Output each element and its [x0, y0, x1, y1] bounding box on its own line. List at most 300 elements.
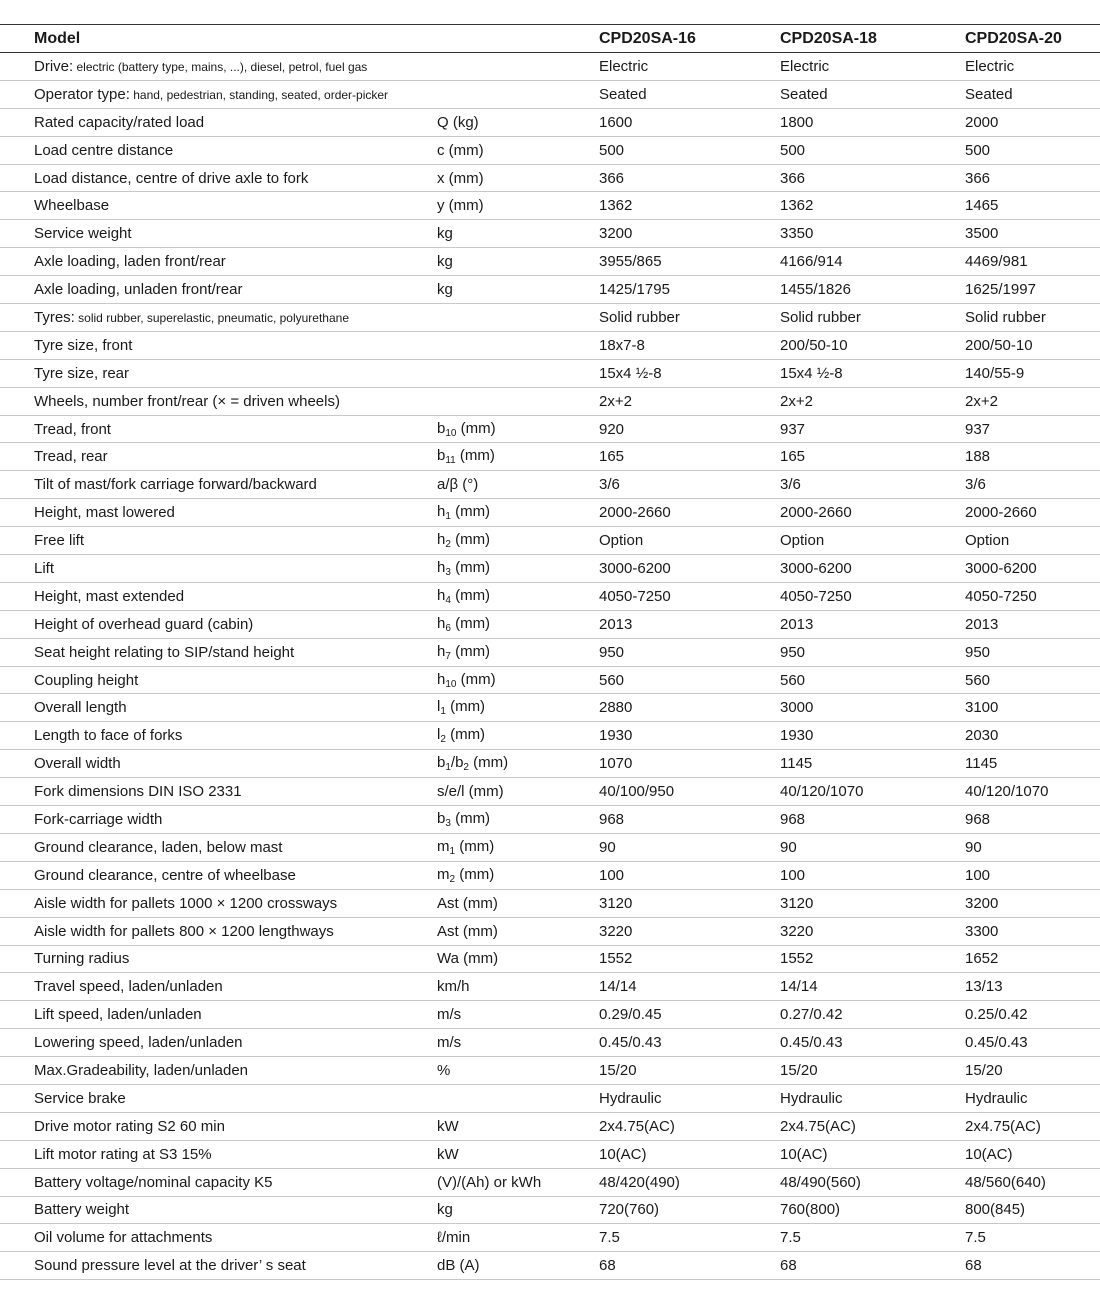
spec-unit-subscript: 2	[445, 539, 451, 551]
spec-value: 7.5	[780, 1224, 965, 1252]
spec-unit-text: s/e/l (mm)	[437, 783, 504, 801]
spec-value: 3/6	[965, 471, 1100, 499]
unit-header	[437, 25, 599, 53]
spec-value: 560	[965, 666, 1100, 694]
spec-label-description: solid rubber, superelastic, pneumatic, polyurethane	[74, 310, 350, 325]
spec-label	[0, 722, 437, 750]
spec-value: 100	[599, 861, 780, 889]
spec-value: 1625/1997	[965, 276, 1100, 304]
spec-value: 40/120/1070	[965, 778, 1100, 806]
spec-unit-symbol: m	[437, 837, 450, 855]
spec-unit-subscript: 11	[445, 455, 456, 467]
spec-label-text: Tyre size, front	[34, 336, 133, 354]
spec-value: 90	[599, 833, 780, 861]
spec-value: 14/14	[780, 973, 965, 1001]
spec-unit-text: x (mm)	[437, 169, 484, 187]
spec-label	[0, 1029, 437, 1057]
spec-unit	[437, 1057, 599, 1085]
spec-unit-symbol: h	[437, 558, 446, 576]
spec-label-text: Turning radius	[34, 950, 130, 968]
spec-unit	[437, 499, 599, 527]
spec-label	[0, 108, 437, 136]
spec-label	[0, 192, 437, 220]
spec-unit	[437, 917, 599, 945]
spec-row	[0, 220, 1100, 248]
spec-value: 14/14	[599, 973, 780, 1001]
spec-value: 2013	[599, 610, 780, 638]
spec-value: 2030	[965, 722, 1100, 750]
spec-unit	[437, 861, 599, 889]
spec-unit	[437, 1029, 599, 1057]
spec-unit-symbol: h	[437, 642, 446, 660]
spec-unit-text: ℓ/min	[437, 1229, 471, 1247]
spec-label	[0, 1057, 437, 1085]
spec-unit-symbol: l	[437, 698, 441, 716]
spec-label-text: Aisle width for pallets 800 × 1200 lengthways	[34, 922, 334, 940]
spec-row	[0, 610, 1100, 638]
spec-value: 3500	[965, 220, 1100, 248]
spec-value: 68	[965, 1252, 1100, 1280]
spec-value: 3000-6200	[965, 555, 1100, 583]
spec-value: 10(AC)	[780, 1140, 965, 1168]
spec-unit-text: Ast (mm)	[437, 894, 498, 912]
spec-label-text: Battery voltage/nominal capacity K5	[34, 1173, 273, 1191]
spec-value: Option	[599, 527, 780, 555]
spec-unit-text: m/s	[437, 1034, 462, 1052]
spec-value: 140/55-9	[965, 359, 1100, 387]
spec-row	[0, 1196, 1100, 1224]
spec-row	[0, 304, 1100, 332]
spec-unit-symbol: m	[437, 865, 450, 883]
spec-value: 15/20	[599, 1057, 780, 1085]
spec-unit-text: (mm)	[450, 586, 491, 604]
spec-unit	[437, 1196, 599, 1224]
spec-value: 48/560(640)	[965, 1168, 1100, 1196]
spec-value: 2000-2660	[965, 499, 1100, 527]
spec-value: 100	[965, 861, 1100, 889]
spec-row	[0, 833, 1100, 861]
spec-label-description: hand, pedestrian, standing, seated, order-picker	[129, 87, 389, 102]
spec-value: 0.45/0.43	[599, 1029, 780, 1057]
spec-label-text: Drive motor rating S2 60 min	[34, 1117, 225, 1135]
spec-row	[0, 359, 1100, 387]
spec-label-text: Tread, rear	[34, 448, 108, 466]
spec-unit-text: Wa (mm)	[437, 950, 499, 968]
spec-row	[0, 750, 1100, 778]
spec-row	[0, 945, 1100, 973]
spec-label-text: Height, mast extended	[34, 587, 185, 605]
spec-row	[0, 192, 1100, 220]
spec-value: 200/50-10	[965, 331, 1100, 359]
spec-label-text: Coupling height	[34, 671, 139, 689]
spec-unit	[437, 53, 599, 81]
spec-value: 2x+2	[599, 387, 780, 415]
spec-value: 3/6	[599, 471, 780, 499]
spec-unit	[437, 778, 599, 806]
spec-value: 165	[599, 443, 780, 471]
spec-row	[0, 499, 1100, 527]
spec-unit-symbol: b	[437, 754, 446, 772]
spec-row	[0, 164, 1100, 192]
spec-label	[0, 443, 437, 471]
spec-value: 1070	[599, 750, 780, 778]
spec-unit	[437, 722, 599, 750]
spec-label	[0, 248, 437, 276]
spec-unit-text: Q (kg)	[437, 113, 479, 131]
spec-label-text: Lowering speed, laden/unladen	[34, 1034, 243, 1052]
spec-label-text: Travel speed, laden/unladen	[34, 978, 223, 996]
spec-value: 3300	[965, 917, 1100, 945]
spec-value: 48/490(560)	[780, 1168, 965, 1196]
spec-label	[0, 889, 437, 917]
spec-unit-text: (V)/(Ah) or kWh	[437, 1173, 542, 1191]
spec-value: Hydraulic	[965, 1084, 1100, 1112]
spec-unit	[437, 638, 599, 666]
spec-value: Seated	[780, 80, 965, 108]
spec-unit-subscript: 1	[440, 706, 446, 718]
spec-value: Solid rubber	[780, 304, 965, 332]
spec-label	[0, 778, 437, 806]
spec-value: 1552	[599, 945, 780, 973]
spec-label	[0, 1140, 437, 1168]
spec-label	[0, 415, 437, 443]
spec-unit-text: (mm)	[450, 809, 491, 827]
spec-label	[0, 666, 437, 694]
spec-value: 1600	[599, 108, 780, 136]
spec-unit-text: Ast (mm)	[437, 922, 498, 940]
spec-label	[0, 53, 437, 81]
spec-unit-text: (mm)	[450, 642, 491, 660]
spec-unit-subscript: 7	[445, 650, 451, 662]
spec-value: 920	[599, 415, 780, 443]
spec-label	[0, 973, 437, 1001]
spec-label	[0, 527, 437, 555]
spec-value: 13/13	[965, 973, 1100, 1001]
spec-value: 18x7-8	[599, 331, 780, 359]
spec-unit-subscript: 3	[445, 566, 451, 578]
spec-unit	[437, 220, 599, 248]
spec-row	[0, 666, 1100, 694]
spec-unit	[437, 1084, 599, 1112]
spec-row	[0, 917, 1100, 945]
spec-label-text: Drive:	[34, 57, 74, 75]
spec-value: 2013	[780, 610, 965, 638]
spec-table	[0, 24, 1100, 1280]
spec-row	[0, 861, 1100, 889]
spec-unit-symbol: h	[437, 614, 446, 632]
spec-label	[0, 220, 437, 248]
spec-value: 0.25/0.42	[965, 1001, 1100, 1029]
spec-unit	[437, 806, 599, 834]
spec-unit	[437, 1252, 599, 1280]
spec-unit-symbol: b	[437, 447, 446, 465]
spec-label-text: Tread, front	[34, 420, 111, 438]
spec-row	[0, 722, 1100, 750]
spec-label-text: Overall length	[34, 699, 127, 717]
spec-label	[0, 1168, 437, 1196]
spec-label-text: Lift speed, laden/unladen	[34, 1006, 202, 1024]
spec-value: 1465	[965, 192, 1100, 220]
model-name: CPD20SA-18	[780, 25, 965, 53]
spec-unit	[437, 471, 599, 499]
spec-unit	[437, 833, 599, 861]
spec-label-text: Load centre distance	[34, 141, 174, 159]
spec-label-text: Lift	[34, 559, 55, 577]
spec-value: Hydraulic	[599, 1084, 780, 1112]
spec-value: 760(800)	[780, 1196, 965, 1224]
spec-label-text: Free lift	[34, 532, 85, 550]
spec-label-text: Lift motor rating at S3 15%	[34, 1145, 212, 1163]
spec-label-text: Height of overhead guard (cabin)	[34, 615, 254, 633]
spec-unit-text: %	[437, 1062, 451, 1079]
spec-row	[0, 527, 1100, 555]
spec-unit	[437, 555, 599, 583]
model-header-label: Model	[0, 25, 437, 53]
spec-row	[0, 415, 1100, 443]
spec-label-text: Axle loading, laden front/rear	[34, 253, 226, 271]
spec-row	[0, 1001, 1100, 1029]
spec-label	[0, 555, 437, 583]
spec-unit-text: m/s	[437, 1006, 462, 1024]
spec-unit-text: (mm)	[445, 726, 486, 744]
spec-value: 68	[780, 1252, 965, 1280]
spec-value: 4050-7250	[599, 582, 780, 610]
spec-value: 90	[965, 833, 1100, 861]
spec-label-text: Fork-carriage width	[34, 810, 163, 828]
spec-unit-text: y (mm)	[437, 197, 484, 215]
spec-value: 366	[965, 164, 1100, 192]
spec-label	[0, 1084, 437, 1112]
spec-value: 2x+2	[780, 387, 965, 415]
spec-value: 2880	[599, 694, 780, 722]
spec-label	[0, 331, 437, 359]
spec-value: 7.5	[965, 1224, 1100, 1252]
spec-label-text: Operator type:	[34, 85, 130, 103]
spec-value: 937	[965, 415, 1100, 443]
spec-label	[0, 1001, 437, 1029]
spec-unit	[437, 973, 599, 1001]
spec-unit	[437, 108, 599, 136]
spec-unit-text: kg	[437, 281, 453, 299]
spec-label-text: Wheels, number front/rear (× = driven wheels)	[34, 392, 340, 410]
spec-value: 968	[965, 806, 1100, 834]
spec-label	[0, 694, 437, 722]
spec-value: 500	[965, 136, 1100, 164]
spec-value: 10(AC)	[599, 1140, 780, 1168]
spec-value: 3000-6200	[599, 555, 780, 583]
spec-unit	[437, 666, 599, 694]
spec-unit-subscript: 2	[440, 734, 446, 746]
spec-value: 3120	[599, 889, 780, 917]
spec-value: 4050-7250	[965, 582, 1100, 610]
spec-unit-text: (mm)	[445, 698, 486, 716]
spec-value: 1930	[599, 722, 780, 750]
spec-unit-text: km/h	[437, 978, 470, 996]
spec-label-text: Tyre size, rear	[34, 364, 130, 382]
spec-unit-text: (mm)	[455, 865, 495, 883]
spec-value: 950	[599, 638, 780, 666]
spec-label	[0, 582, 437, 610]
spec-row	[0, 53, 1100, 81]
spec-unit-subscript: 2	[463, 762, 469, 774]
spec-label	[0, 80, 437, 108]
spec-unit-text: kg	[437, 1201, 453, 1219]
spec-row	[0, 443, 1100, 471]
spec-value: 500	[780, 136, 965, 164]
spec-label	[0, 1224, 437, 1252]
spec-unit-text: (mm)	[450, 503, 491, 521]
spec-label	[0, 833, 437, 861]
spec-label	[0, 304, 437, 332]
spec-label	[0, 917, 437, 945]
spec-unit	[437, 136, 599, 164]
header-row	[0, 25, 1100, 53]
spec-value: 40/120/1070	[780, 778, 965, 806]
spec-label	[0, 136, 437, 164]
spec-label	[0, 861, 437, 889]
spec-value: 950	[780, 638, 965, 666]
spec-unit-symbol: h	[437, 531, 446, 549]
spec-unit-text: a/β (°)	[437, 476, 479, 494]
spec-unit-symbol: b	[437, 809, 446, 827]
spec-value: 40/100/950	[599, 778, 780, 806]
spec-value: 1552	[780, 945, 965, 973]
spec-value: 950	[965, 638, 1100, 666]
spec-value: 3350	[780, 220, 965, 248]
spec-row	[0, 778, 1100, 806]
spec-value: 200/50-10	[780, 331, 965, 359]
spec-unit	[437, 248, 599, 276]
spec-value: 2x4.75(AC)	[780, 1112, 965, 1140]
spec-row	[0, 276, 1100, 304]
spec-label-text: Battery weight	[34, 1201, 130, 1219]
spec-value: 15/20	[780, 1057, 965, 1085]
spec-label	[0, 945, 437, 973]
spec-value: 2000	[965, 108, 1100, 136]
model-name: CPD20SA-20	[965, 25, 1100, 53]
spec-unit	[437, 192, 599, 220]
spec-row	[0, 638, 1100, 666]
spec-value: 937	[780, 415, 965, 443]
spec-unit	[437, 359, 599, 387]
spec-value: 188	[965, 443, 1100, 471]
spec-label-text: Load distance, centre of drive axle to fork	[34, 169, 309, 187]
spec-label-text: Axle loading, unladen front/rear	[34, 281, 243, 299]
spec-unit-symbol: l	[437, 726, 441, 744]
spec-value: 500	[599, 136, 780, 164]
spec-row	[0, 1168, 1100, 1196]
spec-value: 2013	[965, 610, 1100, 638]
spec-value: 10(AC)	[965, 1140, 1100, 1168]
spec-unit	[437, 164, 599, 192]
spec-unit	[437, 1168, 599, 1196]
spec-unit	[437, 694, 599, 722]
spec-unit	[437, 304, 599, 332]
spec-value: 1455/1826	[780, 276, 965, 304]
spec-label-text: Height, mast lowered	[34, 504, 175, 522]
spec-value: Electric	[599, 53, 780, 81]
spec-unit-subscript: 3	[445, 817, 451, 829]
spec-value: 3120	[780, 889, 965, 917]
spec-value: 165	[780, 443, 965, 471]
spec-value: 1800	[780, 108, 965, 136]
spec-unit-symbol: /b	[450, 754, 464, 772]
spec-label	[0, 638, 437, 666]
spec-unit	[437, 387, 599, 415]
spec-value: 15/20	[965, 1057, 1100, 1085]
spec-value: 68	[599, 1252, 780, 1280]
spec-row	[0, 1057, 1100, 1085]
spec-label-text: Aisle width for pallets 1000 × 1200 crossways	[34, 894, 338, 912]
spec-value: 2000-2660	[780, 499, 965, 527]
spec-value: 3100	[965, 694, 1100, 722]
spec-value: 1930	[780, 722, 965, 750]
spec-value: Seated	[965, 80, 1100, 108]
spec-value: 15x4 ½-8	[599, 359, 780, 387]
spec-unit	[437, 331, 599, 359]
spec-unit	[437, 276, 599, 304]
spec-label-text: Fork dimensions DIN ISO 2331	[34, 783, 242, 801]
spec-value: 48/420(490)	[599, 1168, 780, 1196]
spec-unit	[437, 527, 599, 555]
spec-value: 2x4.75(AC)	[599, 1112, 780, 1140]
spec-value: 90	[780, 833, 965, 861]
spec-row	[0, 694, 1100, 722]
spec-row	[0, 80, 1100, 108]
spec-value: Solid rubber	[965, 304, 1100, 332]
spec-value: 968	[780, 806, 965, 834]
spec-unit-text: kg	[437, 253, 453, 271]
spec-value: 3955/865	[599, 248, 780, 276]
spec-value: Option	[780, 527, 965, 555]
spec-value: 2000-2660	[599, 499, 780, 527]
spec-label	[0, 387, 437, 415]
spec-value: 3000-6200	[780, 555, 965, 583]
spec-label-text: Service weight	[34, 225, 132, 243]
spec-unit-text: (mm)	[450, 558, 491, 576]
spec-unit-symbol: h	[437, 503, 446, 521]
spec-label-text: Ground clearance, centre of wheelbase	[34, 866, 296, 884]
spec-label	[0, 610, 437, 638]
spec-unit-subscript: 4	[445, 594, 451, 606]
spec-row	[0, 331, 1100, 359]
spec-value: 0.27/0.42	[780, 1001, 965, 1029]
spec-label	[0, 359, 437, 387]
spec-unit	[437, 889, 599, 917]
spec-label-text: Service brake	[34, 1089, 126, 1107]
spec-value: 15x4 ½-8	[780, 359, 965, 387]
spec-unit-subscript: 10	[445, 427, 457, 439]
spec-row	[0, 136, 1100, 164]
spec-unit	[437, 415, 599, 443]
spec-unit-text: dB (A)	[437, 1257, 480, 1275]
spec-value: 2x4.75(AC)	[965, 1112, 1100, 1140]
spec-value: 1145	[965, 750, 1100, 778]
spec-unit	[437, 80, 599, 108]
spec-label-text: Sound pressure level at the driver’ s seat	[34, 1257, 306, 1275]
spec-value: Solid rubber	[599, 304, 780, 332]
spec-value: 3220	[599, 917, 780, 945]
spec-label-text: Max.Gradeability, laden/unladen	[34, 1062, 249, 1079]
spec-row	[0, 471, 1100, 499]
spec-row	[0, 582, 1100, 610]
spec-label	[0, 471, 437, 499]
spec-value: 3200	[599, 220, 780, 248]
spec-row	[0, 1084, 1100, 1112]
spec-row	[0, 1224, 1100, 1252]
spec-label-text: Length to face of forks	[34, 727, 183, 745]
spec-value: Hydraulic	[780, 1084, 965, 1112]
